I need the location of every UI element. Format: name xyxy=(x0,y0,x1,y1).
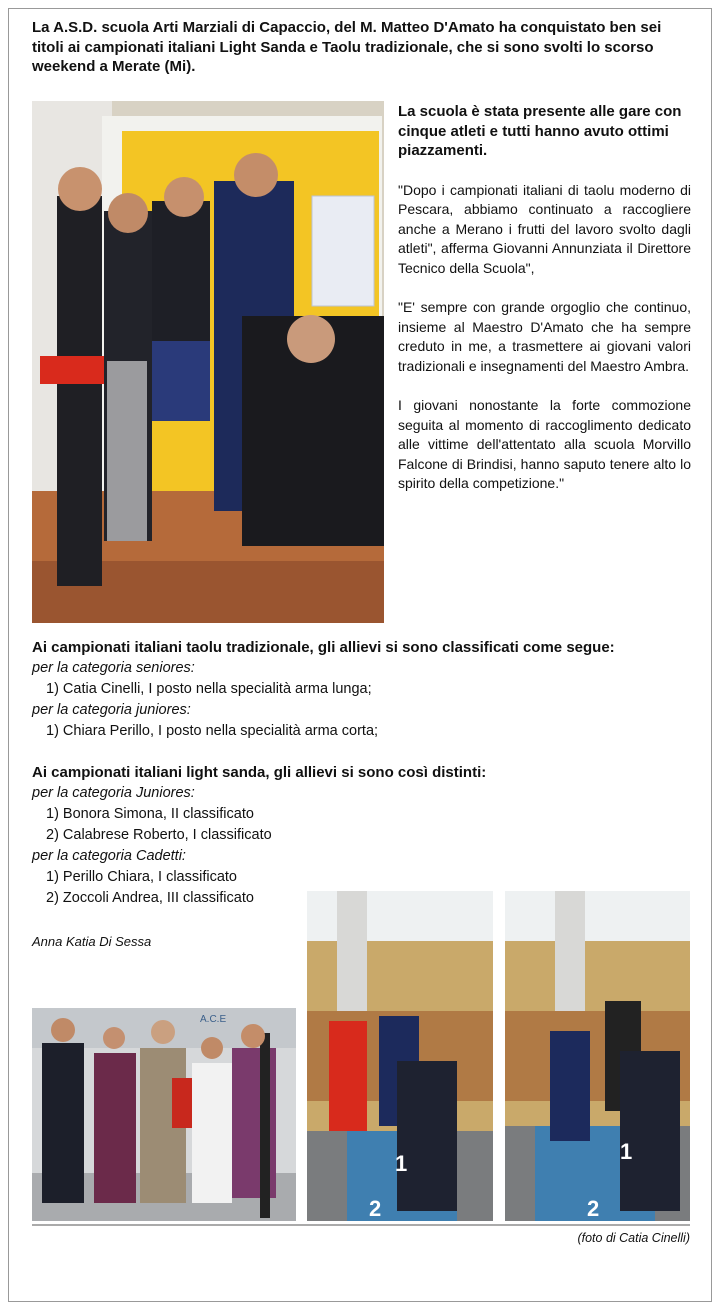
sanda-result-item: 2) Calabrese Roberto, I classificato xyxy=(46,827,272,843)
sanda-category-juniores: per la categoria Juniores: xyxy=(32,785,195,801)
sanda-heading: Ai campionati italiani light sanda, gli allievi si sono così distinti: xyxy=(32,764,487,781)
sidebar-lead-paragraph: La scuola è stata presente alle gare con cinque atleti e tutti hanno avuto ottimi piazzamenti. xyxy=(398,103,682,159)
sanda-result-item: 1) Bonora Simona, II classificato xyxy=(46,806,254,822)
sanda-category-cadetti: per la categoria Cadetti: xyxy=(32,848,186,864)
taolu-result-item: 1) Chiara Perillo, I posto nella specialità arma corta; xyxy=(46,723,379,739)
podium-number-2: 2 xyxy=(587,1196,600,1221)
taolu-result-item: 1) Catia Cinelli, I posto nella specialità arma lunga; xyxy=(46,681,372,697)
divider-line xyxy=(32,1224,690,1226)
photo-credit: (foto di Catia Cinelli) xyxy=(577,1231,690,1245)
results-section xyxy=(32,637,702,909)
quote-paragraph-2: "E' sempre con grande orgoglio che continuo, insieme al Maestro D'Amato che ha sempre creduto in me, a trasmettere ai giovani valori tradizionali e insegnamenti del Maestro Ambra. xyxy=(398,299,691,374)
taolu-category-juniores: per la categoria juniores: xyxy=(32,702,191,718)
taolu-category-seniores: per la categoria seniores: xyxy=(32,660,195,676)
podium-number-2: 2 xyxy=(369,1196,382,1221)
author-signature: Anna Katia Di Sessa xyxy=(32,934,152,949)
ace-sign-text: A.C.E xyxy=(200,1014,227,1025)
quote-paragraph-3: I giovani nonostante la forte commozione seguita al momento di raccoglimento dedicato alle vittime dell'attentato alla scuola Morvillo Falcone di Brindisi, hanno saputo tenere alto lo spirito della competizione." xyxy=(398,397,691,491)
podium-number-1: 1 xyxy=(395,1151,408,1176)
sanda-result-item: 1) Perillo Chiara, I classificato xyxy=(46,869,237,885)
intro-paragraph: La A.S.D. scuola Arti Marziali di Capaccio, del M. Matteo D'Amato ha conquistato ben sei titoli ai campionati italiani Light Sanda e Taolu tradizionale, che si sono svolti lo scorso weekend a Merate (Mi). xyxy=(32,19,662,75)
podium-photo-2 xyxy=(505,891,690,1221)
team-photo xyxy=(32,101,384,623)
sanda-result-item: 2) Zoccoli Andrea, III classificato xyxy=(46,890,254,906)
article-sidebar-text xyxy=(398,102,691,514)
group-photo xyxy=(32,1008,296,1221)
podium-photo-1 xyxy=(307,891,493,1221)
podium-number-1: 1 xyxy=(620,1139,633,1164)
quote-paragraph-1: "Dopo i campionati italiani di taolu moderno di Pescara, abbiamo continuato a raccogliere anche a Merano i frutti del lavoro svolto dagli atleti", afferma Giovanni Annunziata il Direttore Tecnico della Scuola", xyxy=(398,181,691,276)
taolu-heading: Ai campionati italiani taolu tradizionale, gli allievi si sono classificati come segue: xyxy=(32,639,615,656)
